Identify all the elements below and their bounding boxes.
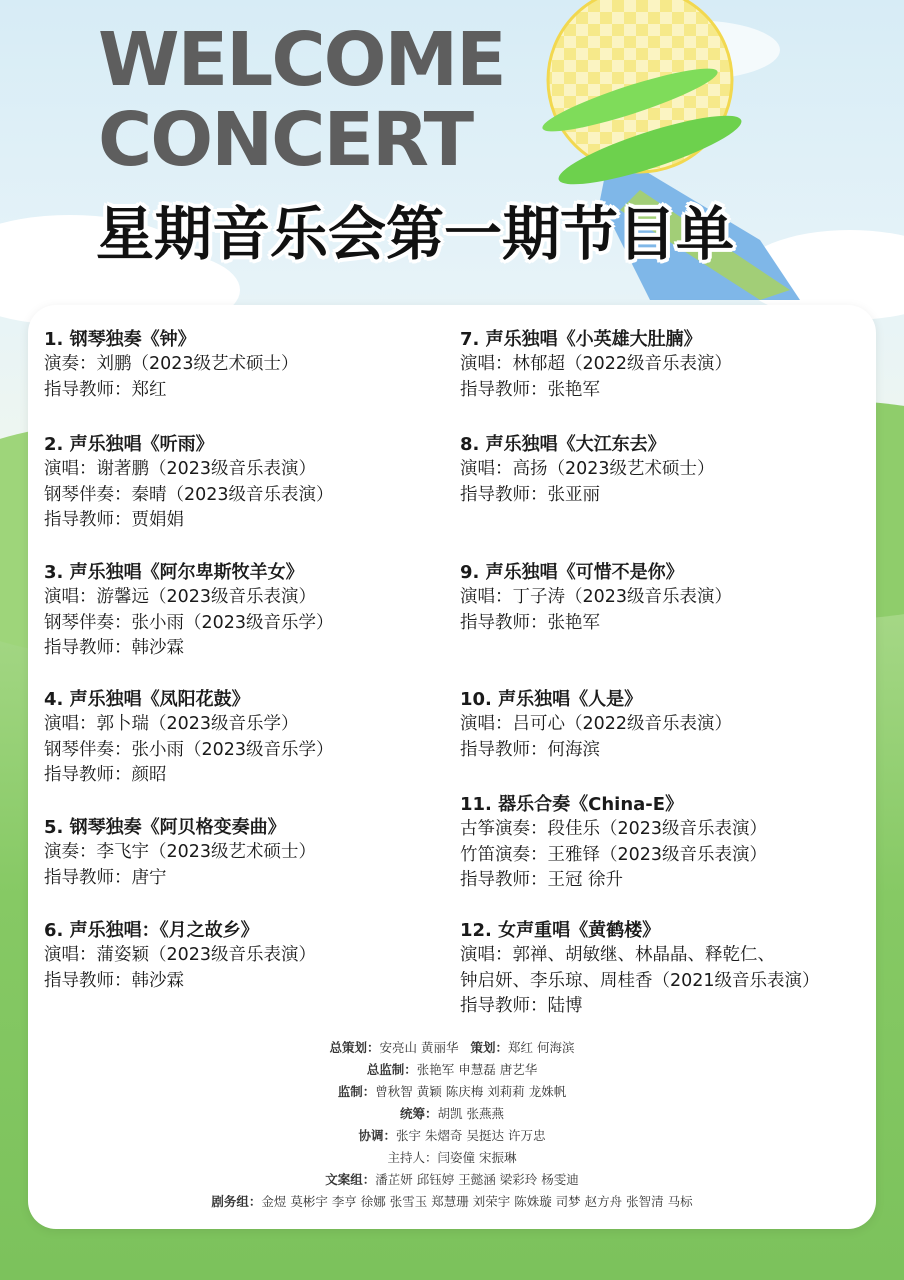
credit-row [28,1191,876,1213]
program-title: 8. 声乐独唱《大江东去》 [460,434,666,455]
credit-label: 监制： [337,1084,376,1099]
welcome-concert-heading [98,17,505,183]
credit-label: 总策划： [329,1040,380,1055]
program-line: 指导教师：贾娟娟 [44,510,184,530]
credit-value: 张艳军 申慧磊 唐艺华 [416,1062,538,1077]
program-title: 6. 声乐独唱：《月之故乡》 [44,920,259,941]
credit-value: 曾秋智 黄颖 陈庆梅 刘莉莉 龙姝帆 [375,1084,567,1099]
program-title: 3. 声乐独唱《阿尔卑斯牧羊女》 [44,562,304,583]
program-title: 7. 声乐独唱《小英雄大肚腩》 [460,329,702,350]
program-item [44,815,316,891]
page-title: 星期音乐会第一期节目单 [96,200,735,268]
program-line: 指导教师：韩沙霖 [44,638,184,658]
credits [28,1037,876,1213]
program-line: 演奏：刘鹏（2023级艺术硕士） [44,354,299,374]
program-line: 演唱：吕可心（2022级音乐表演） [460,714,733,734]
program-line: 指导教师：张艳军 [460,612,600,633]
welcome-line-2: CONCERT [98,97,473,183]
program-title: 4. 声乐独唱《凤阳花鼓》 [44,689,250,710]
program-line: 演奏：李飞宇（2023级艺术硕士） [44,842,317,862]
credit-value: 闫姿僮 宋振琳 [437,1150,517,1165]
program-line: 演唱：高扬（2023级艺术硕士） [460,459,715,479]
program-title: 11. 器乐合奏《China-E》 [460,794,684,815]
program-line: 指导教师：何海滨 [460,739,600,760]
program-item [460,327,732,403]
program-line: 指导教师：张艳军 [460,379,600,400]
program-line: 钢琴伴奏：秦晴（2023级音乐表演） [44,484,334,505]
credit-label: 策划： [470,1040,508,1055]
program-title: 12. 女声重唱《黄鹤楼》 [460,920,661,941]
program-line: 演唱：丁子涛（2023级音乐表演） [460,587,733,607]
program-title: 9. 声乐独唱《可惜不是你》 [460,562,684,583]
program-line: 竹笛演奏：王雅铎（2023级音乐表演） [460,844,768,865]
credit-label: 主持人： [387,1150,438,1165]
program-line: 指导教师：郑红 [44,379,167,400]
program-item [460,560,732,636]
credit-value: 胡凯 张燕燕 [437,1106,504,1121]
program-line: 指导教师：韩沙霖 [44,970,184,991]
program-line: 古筝演奏：段佳乐（2023级音乐表演） [460,819,768,839]
program-title: 10. 声乐独唱《人是》 [460,689,643,710]
credit-row [28,1103,876,1125]
program-line: 指导教师：颜昭 [44,765,167,785]
credit-value: 金煜 莫彬宇 李亨 徐娜 张雪玉 郑慧珊 刘荣宇 陈姝璇 司梦 赵方舟 张智清 马标 [261,1194,693,1209]
program-line: 演唱：郭禅、胡敏继、林晶晶、释乾仁、 [460,945,775,965]
credit-row [28,1081,876,1103]
credit-row [28,1059,876,1081]
program-item [44,327,299,403]
credit-label: 文案组： [325,1172,376,1187]
program-card [28,305,876,1229]
program-line: 演唱：林郁超（2022级音乐表演） [460,354,733,374]
credit-label: 统筹： [400,1106,438,1121]
program-item [44,687,334,789]
program-line: 指导教师：王冠 徐升 [460,870,624,890]
credit-value: 安亮山 黄丽华 [379,1040,459,1055]
program-item [460,432,715,508]
program-line: 指导教师：唐宁 [44,867,167,888]
credit-value: 潘芷妍 邱钰婷 王懿涵 梁彩玲 杨雯迪 [375,1172,579,1187]
program-line: 演唱：郭卜瑞（2023级音乐学） [44,714,299,734]
credit-row [28,1169,876,1191]
welcome-line-1: WELCOME [98,17,505,103]
program-line: 钢琴伴奏：张小雨（2023级音乐学） [44,612,334,633]
program-title: 1. 钢琴独奏《钟》 [44,329,196,350]
program-item [44,432,334,534]
program-line: 钢琴伴奏：张小雨（2023级音乐学） [44,739,334,760]
program-line: 钟启妍、李乐琼、周桂香（2021级音乐表演） [460,970,820,991]
credit-label: 协调： [358,1128,397,1143]
credit-row [28,1037,876,1059]
program-line: 指导教师：张亚丽 [460,484,600,505]
program-item [460,918,820,1020]
credit-label: 剧务组： [211,1194,262,1209]
program-line: 演唱：蒲姿颖（2023级音乐表演） [44,945,317,965]
program-title: 2. 声乐独唱《听雨》 [44,434,214,455]
credit-value: 郑红 何海滨 [507,1040,575,1055]
program-line: 演唱：游馨远（2023级音乐表演） [44,587,317,607]
credit-value: 张宇 朱熠奇 吴挺达 许万忠 [396,1128,546,1143]
credit-label: 总监制： [366,1062,417,1077]
program-item [44,918,316,994]
program-line: 演唱：谢著鹏（2023级音乐表演） [44,459,317,479]
program-item [460,792,767,894]
program-item [460,687,732,763]
program-item [44,560,334,662]
program-title: 5. 钢琴独奏《阿贝格变奏曲》 [44,817,286,838]
credit-row [28,1147,876,1169]
credit-row [28,1125,876,1147]
program-line: 指导教师：陆博 [460,996,583,1016]
